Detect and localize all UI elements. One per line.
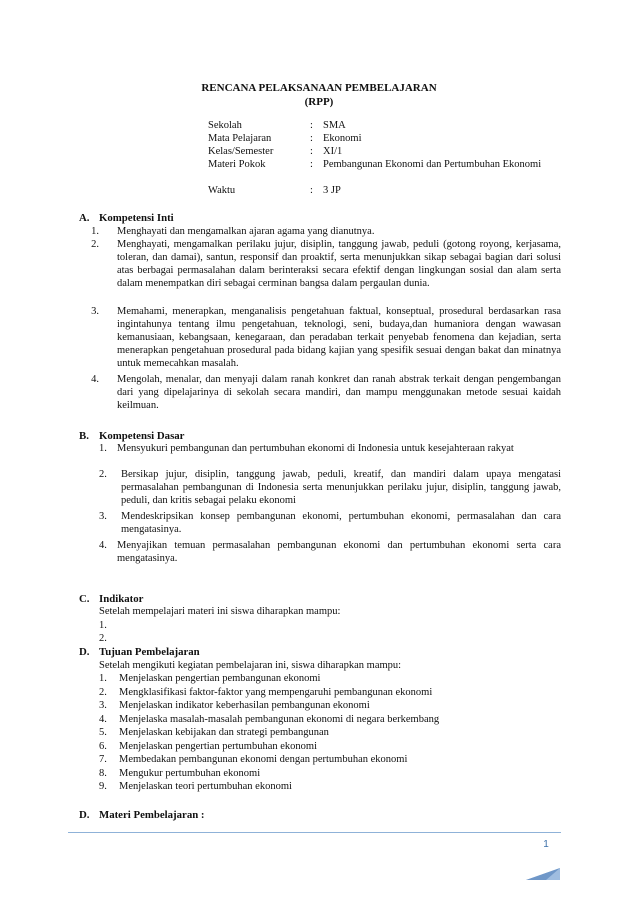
section-letter: A. xyxy=(79,212,90,224)
item-text: Menjelaskan indikator keberhasilan pembangunan ekonomi xyxy=(119,700,370,711)
item-number: 3. xyxy=(99,511,107,522)
identity-value: Pembangunan Ekonomi dan Pertumbuhan Ekonomi xyxy=(323,159,542,170)
item-number: 4. xyxy=(99,540,107,551)
item-text: Menghayati dan mengamalkan ajaran agama yang dianutnya. xyxy=(117,226,375,237)
page-corner-decoration-icon xyxy=(524,865,562,881)
core-competence-item xyxy=(79,239,561,291)
objective-item xyxy=(99,754,561,767)
item-text: Menjelaskan teori pertumbuhan ekonomi xyxy=(119,781,292,792)
item-number: 1. xyxy=(99,443,107,454)
identity-colon: : xyxy=(310,185,313,196)
objective-item xyxy=(99,714,561,727)
objective-item xyxy=(99,741,561,754)
section-letter: D. xyxy=(79,646,90,658)
objectives-intro: Setelah mengikuti kegiatan pembelajaran ini, siswa diharapkan mampu: xyxy=(99,660,402,671)
identity-value: Ekonomi xyxy=(323,133,362,144)
indicator-item-number: 1. xyxy=(99,620,107,631)
item-number: 2. xyxy=(99,687,107,698)
identity-label: Materi Pokok xyxy=(208,159,266,170)
document-subtitle: (RPP) xyxy=(304,96,334,108)
basic-competence-item xyxy=(99,511,561,537)
item-number: 3. xyxy=(91,306,99,317)
identity-colon: : xyxy=(310,159,313,170)
identity-colon: : xyxy=(310,120,313,131)
basic-competence-item xyxy=(99,443,561,456)
objective-item xyxy=(99,673,561,686)
item-text: Mendeskripsikan konsep pembangunan ekonomi, pertumbuhan ekonomi, permasalahan dan cara mengatasinya. xyxy=(121,511,561,535)
core-competence-item xyxy=(79,226,561,239)
item-number: 2. xyxy=(91,239,99,250)
item-text: Menyajikan temuan permasalahan pembangunan ekonomi dan pertumbuhan ekonomi serta cara mengatasinya. xyxy=(117,540,561,564)
basic-competence-item xyxy=(99,540,561,566)
item-number: 5. xyxy=(99,727,107,738)
identity-colon: : xyxy=(310,133,313,144)
section-title: Tujuan Pembelajaran xyxy=(99,646,200,658)
objective-item xyxy=(99,781,561,794)
document-title: RENCANA PELAKSANAAN PEMBELAJARAN xyxy=(201,82,437,94)
section-letter: C. xyxy=(79,593,90,605)
item-number: 1. xyxy=(99,673,107,684)
item-number: 7. xyxy=(99,754,107,765)
item-text: Bersikap jujur, disiplin, tanggung jawab, peduli, kreatif, dan mandiri dalam upaya mengatasi permasalahan pembangunan di Indonesia serta menunjukkan perilaku jujur, disiplin, tanggung jawab, peduli, dan kritis sebagai pelaku ekonomi xyxy=(121,469,561,506)
objective-item xyxy=(99,727,561,740)
item-number: 2. xyxy=(99,469,107,480)
identity-colon: : xyxy=(310,146,313,157)
identity-label: Waktu xyxy=(208,185,236,196)
item-text: Memahami, menerapkan, menganalisis pengetahuan faktual, konseptual, prosedural berdasarkan rasa ingintahunya tentang ilmu pengetahuan, teknologi, seni, budaya,dan humaniora dengan wawasan kemanusiaan, kebangsaan, kenegaraan, dan peradaban terkait penyebab fenomena dan kejadian, serta menerapkan pengetahuan prosedural pada bidang kajian yang spesifik sesuai dengan bakat dan minatnya untuk memecahkan masalah. xyxy=(117,306,561,369)
page-number: 1 xyxy=(543,839,549,850)
identity-label: Mata Pelajaran xyxy=(208,133,272,144)
item-text: Menjelaska masalah-masalah pembangunan ekonomi di negara berkembang xyxy=(119,714,440,725)
indicator-intro: Setelah mempelajari materi ini siswa diharapkan mampu: xyxy=(99,606,341,617)
basic-competence-item xyxy=(99,469,561,508)
item-number: 3. xyxy=(99,700,107,711)
item-text: Membedakan pembangunan ekonomi dengan pertumbuhan ekonomi xyxy=(119,754,408,765)
item-text: Mensyukuri pembangunan dan pertumbuhan ekonomi di Indonesia untuk kesejahteraan rakyat xyxy=(117,443,514,454)
core-competence-item xyxy=(79,306,561,371)
identity-value: 3 JP xyxy=(323,185,341,196)
section-letter: B. xyxy=(79,430,89,442)
item-number: 4. xyxy=(99,714,107,725)
objective-item xyxy=(99,768,561,781)
section-letter: D. xyxy=(79,809,90,821)
item-number: 1. xyxy=(91,226,99,237)
section-title: Materi Pembelajaran : xyxy=(99,809,205,821)
item-text: Mengklasifikasi faktor-faktor yang mempengaruhi pembangunan ekonomi xyxy=(119,687,433,698)
identity-label: Kelas/Semester xyxy=(208,146,274,157)
core-competence-item xyxy=(79,374,561,413)
item-text: Menghayati, mengamalkan perilaku jujur, disiplin, tanggung jawab, peduli (gotong royong, kerjasama, toleran, dan damai), santun, responsif dan proaktif, serta menunjukkan sikap sebagai bagian dari solusi atas berbagai permasalahan dalam berinteraksi secara efektif dengan lingkungan sosial dan alam serta dalam menempatkan diri sebagai cerminan bangsa dalam pergaulan dunia. xyxy=(117,239,561,289)
item-text: Menjelaskan kebijakan dan strategi pembangunan xyxy=(119,727,329,738)
item-text: Menjelaskan pengertian pembangunan ekonomi xyxy=(119,673,321,684)
section-title: Kompetensi Inti xyxy=(99,212,174,224)
indicator-item-number: 2. xyxy=(99,633,107,644)
identity-label: Sekolah xyxy=(208,120,242,131)
footer-rule xyxy=(68,832,561,833)
item-text: Mengukur pertumbuhan ekonomi xyxy=(119,768,261,779)
item-text: Menjelaskan pengertian pertumbuhan ekonomi xyxy=(119,741,317,752)
section-title: Indikator xyxy=(99,593,144,605)
identity-value: SMA xyxy=(323,120,346,131)
item-number: 9. xyxy=(99,781,107,792)
identity-value: XI/1 xyxy=(323,146,343,157)
item-text: Mengolah, menalar, dan menyaji dalam ranah konkret dan ranah abstrak terkait dengan pengembangan dari yang dipelajarinya di sekolah secara mandiri, dan mampu menggunakan metode sesuai kaidah keilmuan. xyxy=(117,374,561,411)
objective-item xyxy=(99,687,561,700)
item-number: 6. xyxy=(99,741,107,752)
item-number: 8. xyxy=(99,768,107,779)
section-title: Kompetensi Dasar xyxy=(99,430,185,442)
item-number: 4. xyxy=(91,374,99,385)
objective-item xyxy=(99,700,561,713)
